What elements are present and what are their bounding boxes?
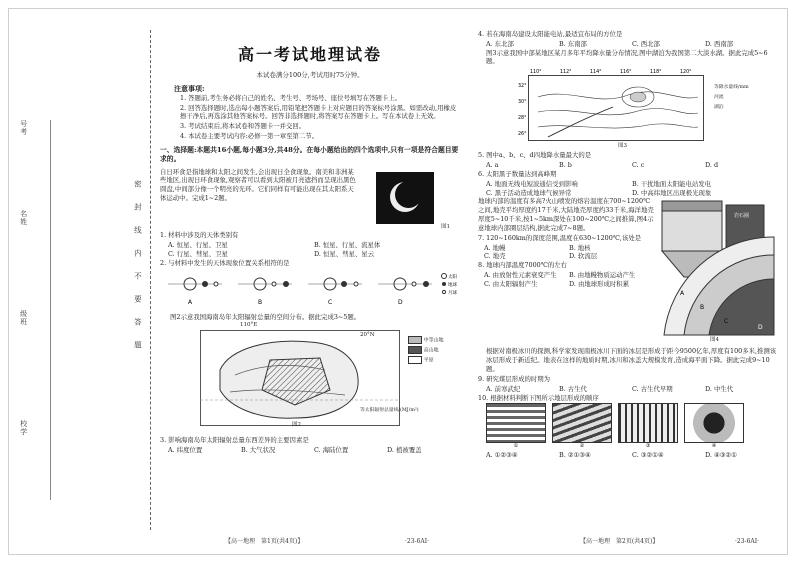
answer-option[interactable]: D. ④③②① <box>705 451 737 459</box>
answer-option[interactable]: B. 恒星、行星、流星体 <box>314 241 381 249</box>
legend-item: 高山地 <box>423 347 439 354</box>
question-stem: 2. 与材料中发生的天体现象位置关系相符的是 <box>160 258 290 267</box>
question-stem: 10. 根据材料判断下图所示地层形成的顺序 <box>478 393 599 402</box>
answer-option[interactable]: D. 恒星、彗星、星云 <box>314 249 375 258</box>
notes-block <box>160 84 460 141</box>
map3-lon-tick: 110° <box>530 70 542 76</box>
note-item: 2. 回答选择题时,选出每小题答案后,用铅笔把答题卡上对应题目的答案标号涂黑。如需改动,用橡皮擦干净后,再选涂其他答案标号。回答非选择题时,将答案写在答题卡上。写在本试卷上无效。 <box>180 103 457 121</box>
question-stem: 5. 图中a、b、c、d四地降水量最大的是 <box>478 151 592 160</box>
hainan-map-figure <box>160 324 460 430</box>
map3-lon-tick: 114° <box>590 70 602 76</box>
answer-option[interactable]: C. 由太阳辐射产生 <box>484 279 538 288</box>
answer-option[interactable]: C. 海陆位置 <box>314 445 349 454</box>
rainfall-map <box>518 67 708 145</box>
answer-option[interactable]: A. 由放射性元素衰变产生 <box>484 271 557 280</box>
answer-option[interactable]: C. 地壳 <box>484 252 506 261</box>
question-intro: 根据对南极冰川的探测,科学家发现南极冰川下面的冰层是形成于距今9500亿年,厚度有100多米,推测该冰层形成于新近纪。地表在这样的地质时期,冰川和冰盖大规模发育,造成海平面下降。据此完成9~10题。 <box>486 347 777 374</box>
exam-subtitle: 本试卷满分100分,考试用时75分钟。 <box>256 71 364 80</box>
answer-option[interactable]: B. 东南部 <box>559 39 587 48</box>
map-isoline-note: 等太阳辐射总量线/(MJ/m²) <box>360 408 419 414</box>
answer-option[interactable]: D. 西南部 <box>705 39 734 48</box>
answer-option[interactable]: A. 地面无线电短波通信受到影响 <box>486 179 578 188</box>
question-stem: 7. 120~160km的深度范围,温度在630~1200℃,该处是 <box>478 233 642 242</box>
legend-item: 中等山地 <box>423 337 444 344</box>
margin-label-school: 校学 <box>19 420 28 436</box>
question-stem: 9. 研究煤层形成的时期为 <box>478 374 551 383</box>
rainfall-map-figure <box>478 67 778 151</box>
panel-label: ② <box>579 443 585 450</box>
map3-lat-tick: 32° <box>518 84 527 90</box>
margin-rule <box>50 120 51 500</box>
note-item: 1. 答题前,考生务必将自己的姓名、考生号、考场号、座位号填写在答题卡上。 <box>180 93 402 102</box>
diagram-label-b: B <box>258 299 263 307</box>
seal-line-text: 密 封 线 内 不 要 答 题 <box>133 180 143 353</box>
figure-label: 图1 <box>441 223 450 230</box>
figure-label: 图4 <box>710 337 719 344</box>
left-page <box>160 44 460 455</box>
page-footer: 【高一地理 第1页(共4页)】 <box>225 538 304 545</box>
map3-lat-tick: 28° <box>518 116 527 122</box>
fig4-label: B <box>700 304 705 312</box>
answer-option[interactable]: A. a <box>486 161 499 170</box>
figure-label: 图3 <box>618 143 627 150</box>
page-code: ·23-6AI· <box>405 538 429 545</box>
question-stem: 6. 太阳黑子数量达到高峰期 <box>478 169 557 178</box>
figure-label: 图2 <box>292 422 301 429</box>
answer-option[interactable]: D. 中生代 <box>705 384 734 393</box>
answer-option[interactable]: A. ①②③④ <box>486 451 518 459</box>
figure-caption: 图2示意我国海南岛年太阳辐射总量的空间分布。据此完成3~5题。 <box>170 313 361 322</box>
map-lat-label: 20°N <box>360 332 375 339</box>
answer-option[interactable]: C. 古生代早期 <box>632 384 673 393</box>
answer-option[interactable]: A. 纬度位置 <box>168 445 203 454</box>
answer-option[interactable]: D. 软流层 <box>569 252 598 261</box>
note-item: 3. 考试结束后,将本试卷和答题卡一并交回。 <box>180 122 306 131</box>
orbit-diagram-c <box>308 278 362 290</box>
legend-item: 河流 <box>714 94 724 100</box>
margin-label-class: 级班 <box>19 310 28 326</box>
answer-option[interactable]: B. 干扰地面太阳能电站发电 <box>632 179 712 188</box>
answer-option[interactable]: B. 大气状况 <box>241 445 276 454</box>
map3-lon-tick: 116° <box>620 70 632 76</box>
diagram-label-a: A <box>188 299 193 307</box>
diagram-label-c: C <box>328 299 333 307</box>
orbit-diagram-a <box>168 278 222 290</box>
legend-item: 平原 <box>423 357 434 364</box>
strata-panels <box>478 403 778 451</box>
legend-earth: 地球 <box>448 283 457 289</box>
question-intro: 自日环食是指地球和太阳之间发生,会出现日全食现象。南美和非洲某些地区,出现日环食现象,观察者可以看到太阳被月亮遮挡而呈现出黑色圆盘,中间部分像一个明亮的光环。它们同样有可能出现在其太阳系天体运动中。完成1~2题。 <box>160 167 356 203</box>
diagram-label-d: D <box>398 299 403 307</box>
margin-label-exam-no: 号考 <box>19 120 28 136</box>
answer-option[interactable]: A. 恒星、行星、卫星 <box>168 241 228 249</box>
map-legend <box>408 336 444 366</box>
fig4-label: A <box>680 290 685 298</box>
margin-label-name: 名姓 <box>19 210 28 226</box>
question-stem: 8. 地球内部温度7000℃的左右 <box>478 261 568 270</box>
page-code: ·23-6AI· <box>735 538 759 545</box>
orbit-diagram-b <box>238 278 292 290</box>
answer-option[interactable]: D. d <box>705 161 719 170</box>
answer-option[interactable]: B. 地核 <box>569 243 591 252</box>
answer-option[interactable]: C. c <box>632 161 645 170</box>
map3-lon-tick: 118° <box>650 70 662 76</box>
answer-option[interactable]: D. 中高纬地区出现极光现象 <box>632 188 712 197</box>
question-intro: 图3示意我国中部某地区某月多年平均降水量分布情况,图中湖泊为我国第二大淡水湖。据此完成5~6题。 <box>486 48 768 66</box>
map3-lat-tick: 26° <box>518 132 527 138</box>
fig4-label: D <box>758 324 763 332</box>
legend-item: 等降水量线/mm <box>714 85 749 91</box>
note-item: 4. 本试卷主要考试内容:必修一第一章至第二节。 <box>180 132 319 141</box>
earth-interior-figure <box>654 197 778 347</box>
question-intro: 地球内部的温度有多高?火山喷发的熔岩温度在700~1200℃之间,地壳平均厚度约17千米,大陆地壳厚度约33千米,海洋地壳厚度5~10千米,按1~5km深处在100~200℃之间推算,图4示意地球内部圈层结构,据此完成7~8题。 <box>478 197 654 232</box>
question-stem: 4. 若在海南岛建设太阳能电站,最适宜布局的方位是 <box>478 30 623 38</box>
map3-legend <box>714 83 749 112</box>
answer-option[interactable]: B. b <box>559 161 572 170</box>
answer-option[interactable]: A. 前寒武纪 <box>486 384 521 393</box>
panel-label: ④ <box>711 443 717 450</box>
legend-sun: 太阳 <box>448 275 457 281</box>
legend-moon: 月球 <box>448 291 457 297</box>
earth-interior-diagram <box>654 197 778 337</box>
legend-item: 湖泊 <box>714 104 724 110</box>
answer-option[interactable]: C. 行星、彗星、卫星 <box>168 249 228 258</box>
map3-lat-tick: 30° <box>518 100 527 106</box>
binding-line <box>150 30 151 530</box>
question-stem: 3. 影响海南岛年太阳辐射总量东西差异的主要因素是 <box>160 436 309 445</box>
fig4-label: C <box>724 318 729 326</box>
answer-option[interactable]: B. ②①③④ <box>559 451 591 459</box>
map-lon-label: 110°E <box>240 322 258 329</box>
fig4-label: 岩石圈 <box>734 213 750 220</box>
question-stem: 1. 材料中涉及的天体类别有 <box>160 231 239 240</box>
section-heading: 一、选择题:本题共16小题,每小题3分,共48分。在每小题给出的四个选项中,只有一项是符合题目要求的。 <box>160 145 459 164</box>
answer-option[interactable]: C. ③②①④ <box>632 451 664 459</box>
answer-option[interactable]: C. 黑子活动造成地球气候异常 <box>486 188 572 197</box>
answer-option[interactable]: A. 地幔 <box>484 243 506 252</box>
answer-option[interactable]: B. 由地幔物质运动产生 <box>569 271 636 280</box>
orbit-diagram-d <box>378 278 432 290</box>
answer-option[interactable]: B. 古生代 <box>559 384 587 393</box>
page-title: 高一考试地理试卷 <box>237 45 382 64</box>
orbit-diagrams <box>160 268 460 310</box>
panel-label: ① <box>513 443 519 450</box>
answer-option[interactable]: C. 西北部 <box>632 39 660 48</box>
answer-option[interactable]: D. 植被覆盖 <box>387 445 422 454</box>
notes-heading: 注意事项: <box>174 84 205 94</box>
right-page <box>478 30 778 460</box>
answer-option[interactable]: A. 东北部 <box>486 39 514 48</box>
page-footer: 【高一地理 第2页(共4页)】 <box>580 538 659 545</box>
map3-lon-tick: 112° <box>560 70 572 76</box>
answer-option[interactable]: D. 由地球形成时积累 <box>569 279 630 288</box>
panel-label: ③ <box>645 443 651 450</box>
map3-lon-tick: 120° <box>680 70 692 76</box>
eclipse-photo <box>376 172 434 224</box>
